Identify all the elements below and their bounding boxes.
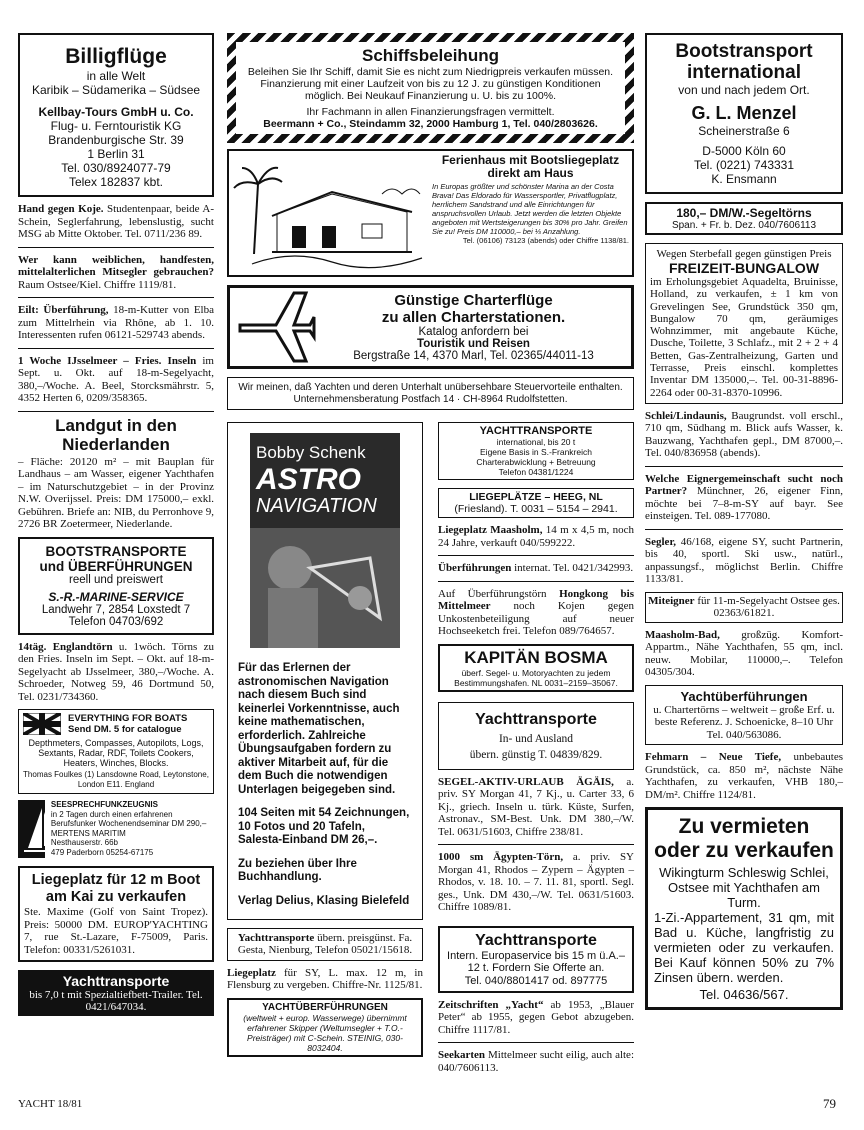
- ad-title: SEESPRECHFUNKZEUGNIS: [50, 800, 158, 809]
- ad-schiffsbeleihung: [227, 33, 634, 143]
- book-cover: [250, 433, 400, 648]
- ad-text: 1-Zi.-Appartement, 31 qm, mit Bad u. Küche, langfristig zu vermieten oder zu verkaufen. Bei Kauf können 50% zu 7% Zinsen übern. werden.: [654, 910, 834, 986]
- ad-steuervorteile: [227, 377, 634, 410]
- ad-line: 1 Berlin 31: [87, 147, 145, 161]
- ad-line: international, bis 20 t: [496, 437, 576, 447]
- ad-line: Charterabwicklung + Betreuung: [476, 457, 596, 467]
- ad-line: reell und preiswert: [69, 573, 163, 586]
- classified-ad: Hand gegen Koje. Studentenpaar, beide A-Schein, Seglerfahrung, lebenslustig, sucht MSG ab Mitte Oktober. Tel. 0711/236 89.: [18, 203, 214, 240]
- ad-title: Günstige Charterflüge: [394, 292, 553, 309]
- ad-text: – Fläche: 20120 m² – mit Bauplan für Landhaus – am Wasser, eigener Yachthafen – im Naturschutzgebiet – in der Provinz N.W. Overijssel. Preis: DM 175000,– exkl. Gebühren. Briefe an: NIB, du Perronhove 9, 2726 BR Zoetermeer, Niederlande.: [18, 455, 214, 530]
- ad-segeltoerns: [645, 202, 843, 235]
- divider: [18, 247, 214, 248]
- ad-body: [51, 800, 214, 858]
- ad-title: Billigflüge: [65, 45, 167, 68]
- ad-line: D-5000 Köln 60: [702, 144, 786, 158]
- ad-line: Telefon 04381/1224: [498, 467, 574, 477]
- divider: [18, 297, 214, 298]
- divider: [18, 411, 214, 412]
- ad-text: In Europas größter und schönster Marina an der Costa Brava! Das Eldorado für Wassersportler, Privatflugplatz, herrlichem Sandstrand und alle Einrichtungen für anspruchsvollen Urlaub. Jetzt werden die letzten Objekte angeboten mit Wertsteigerungen bis 30% pro Jahr. Greifen Sie zu! Preis DM 110000,– bei ⅓ Anzahlung.: [432, 182, 628, 236]
- book-author: Bobby Schenk: [256, 443, 366, 462]
- ad-line: Flug- u. Ferntouristik KG: [50, 119, 182, 133]
- ad-title: FREIZEIT-BUNGALOW: [668, 260, 820, 276]
- ad-title: Liegeplatz für 12 m Boot am Kai zu verkaufen: [31, 872, 201, 905]
- ad-address: Thomas Foulkes (1) Lansdowne Road, Leytonstone, London E11. England: [23, 770, 209, 789]
- book-title: ASTRO: [256, 463, 361, 496]
- ad-text: Ihr Fachmann in allen Finanzierungsfragen vermittelt.: [306, 106, 555, 118]
- classified-ad: Überführungen internat. Tel. 0421/342993.: [438, 562, 634, 574]
- ad-line: Span. + Fr. b. Dez. 040/7606113: [671, 220, 817, 231]
- ad-ferienhaus: [227, 149, 634, 277]
- divider: [438, 581, 634, 582]
- ad-line: von und nach jedem Ort.: [678, 83, 810, 97]
- classified-ad: Seekarten Mittelmeer sucht eilig, auch alte: 040/7606113.: [438, 1049, 634, 1074]
- ad-contact: Tel. (06106) 73123 (abends) oder Chiffre 1138/81.: [462, 236, 629, 245]
- ad-text: Wikingturm Schleswig Schlei, Ostsee mit Yachthafen am Turm.: [659, 865, 829, 911]
- ad-yachttransporte-in-ausland: [438, 702, 634, 770]
- ad-company: MERTENS MARITIM: [50, 828, 126, 838]
- ad-zu-vermieten: [645, 807, 843, 1010]
- ad-kapitan-bosma: [438, 644, 634, 692]
- ad-yachttransporte-gesta: [227, 928, 423, 961]
- ad-line: Landwehr 7, 2854 Loxstedt 7: [41, 603, 191, 616]
- classified-ad: Auf Überführungstörn Hongkong bis Mittelmeer noch Kojen gegen Unkostenbeteiligung auf neuer Hochseeketch frei. Telefon 089/764657.: [438, 587, 634, 637]
- ad-text: bis 7,0 t mit Spezialtiefbett-Trailer. Tel. 0421/647034.: [29, 989, 203, 1013]
- classified-ad: Liegeplatz für SY, L. max. 12 m, in Flensburg zu vergeben. Chiffre-Nr. 1125/81.: [227, 966, 423, 991]
- ad-seesprechfunk: [18, 800, 214, 858]
- book-title: NAVIGATION: [256, 495, 377, 517]
- ad-line: Telefon 04703/692: [68, 615, 164, 628]
- classified-ad: Liegeplatz Maasholm, 14 m x 4,5 m, noch 24 Jahre, verkauft 040/599222.: [438, 524, 634, 549]
- ad-line: Telex 182837 kbt.: [68, 175, 164, 189]
- ad-title: zu allen Charterstationen.: [381, 309, 566, 326]
- page-footer-issue: YACHT 18/81: [18, 1098, 83, 1110]
- ad-address: Bergstraße 14, 4370 Marl, Tel. 02365/44011-13: [353, 350, 594, 362]
- classified-ad: Zeitschriften „Yacht“ ab 1953, „Blauer Peter“ ab 1955, gegen Gebot abzugeben. Chiffre 1117/81.: [438, 998, 634, 1036]
- ad-miteigner: [645, 592, 843, 623]
- sextant-navigator-photo: [250, 528, 400, 648]
- ad-line: Wegen Sterbefall gegen günstigen Preis: [656, 248, 832, 260]
- ad-title: Ferienhaus mit Bootsliegeplatz direkt am Haus: [441, 153, 620, 180]
- classified-ad: 1000 sm Ägypten-Törn, a. priv. SY Morgan 41, Rhodos – Zypern – Ägypten – Rhodos, v. 18. 10. – 7. 11. 81, sportl. Segl. ges., Unk. DM 430,–/W. Tel. 0631/51603. Chiffre 1089/81.: [438, 851, 635, 913]
- ad-address: Beermann + Co., Steindamm 32, 2000 Hamburg 1, Tel. 040/2803626.: [263, 118, 598, 130]
- classified-ad: Wer kann weiblichen, handfesten, mittelalterlichen Mitsegler gebrauchen? Raum Ostsee/Kiel. Chiffre 1119/81.: [18, 253, 214, 291]
- ad-company: Kellbay-Tours GmbH u. Co.: [38, 105, 194, 119]
- ad-line: übern. günstig T. 04839/829.: [469, 748, 603, 761]
- book-details: 104 Seiten mit 54 Zeichnungen, 10 Fotos und 20 Tafeln, Salesta-Einband DM 26,–.: [238, 807, 410, 846]
- ad-title: Send DM. 5 for catalogue: [68, 724, 182, 735]
- divider: [18, 348, 214, 349]
- ad-charterfluege: [227, 285, 634, 369]
- ad-text: Ste. Maxime (Golf von Saint Tropez). Preis: 50000 DM. EUROP'YACHTING 7, rue St.-Lazare, F-75009, Paris. Telefon: 00331/5261031.: [24, 906, 208, 956]
- ad-line: Karibik – Südamerika – Südsee: [31, 83, 201, 97]
- column-middle: [227, 33, 634, 1080]
- sailboat-logo-icon: [18, 800, 45, 858]
- column-right: [645, 33, 843, 1010]
- ad-text: Intern. Europaservice bis 15 m ü.A.–12 t. Fordern Sie Offerte an.: [447, 949, 625, 974]
- ad-title: Yachtüberführungen: [680, 688, 808, 704]
- ad-title: Yachttransporte: [475, 931, 597, 949]
- ad-title: Bootstransport international: [675, 41, 813, 83]
- ad-company: S.-R.-MARINE-SERVICE: [48, 589, 184, 604]
- ad-title: BOOTSTRANSPORTE: [45, 543, 187, 559]
- ad-text: u. Chartertörns – weltweit – große Erf. u. beste Referenz. J. Schoenicke, 8–10 Uhr Tel. 040/563086.: [653, 703, 835, 741]
- ad-line: K. Ensmann: [711, 172, 777, 186]
- divider: [645, 466, 843, 467]
- ad-yachttransporte-europaservice: [438, 926, 634, 993]
- union-jack-icon: [23, 713, 61, 735]
- ad-address: Unternehmensberatung Postfach 14 · CH-8964 Rudolfstetten.: [293, 393, 568, 405]
- ad-landgut: [18, 416, 214, 531]
- ad-yachttransporte-trailer: [18, 970, 214, 1016]
- column-left: [18, 33, 214, 1016]
- ad-line: Scheinerstraße 6: [698, 124, 790, 138]
- ad-line: Katalog anfordern bei: [418, 326, 529, 338]
- ad-text: im Erholungsgebiet Aquadelta, Bruinisse, Holland, zu verkaufen, ± 1 km von Grevelingen See, Grundstück 350 qm, Bungalow 70 qm, geräumiges Wohnzimmer, mit angebaute Küche, Dusche, Toilette, 3 Schlafz., mit 2 + 2 + 4 Betten, Gas-Zentralheizung, Garten und Terrasse, Preis einschl. komplettes Inventar DM 135000,–. Tel. 00-31-8896-2264 oder 00-31-8370-10996.: [650, 276, 838, 399]
- ad-title: und ÜBERFÜHRUNGEN: [39, 558, 193, 574]
- ad-contact: Tel. 040/8801417 od. 897775: [464, 974, 608, 987]
- middle-bottom-left: [227, 920, 423, 1081]
- ad-header: [68, 713, 210, 735]
- ad-text: (weltweit + europ. Wasserwege) übernimmt erfahrener Skipper (Weltumsegler + T.O.-Preisträger) mit C-Schein. STEINIG, 030-8032404.: [243, 1012, 407, 1053]
- ad-text: Miteigner für 11-m-Segelyacht Ostsee ges. 02363/61821.: [648, 594, 840, 620]
- middle-bottom-right: [438, 920, 634, 1081]
- ad-bootstransporte: [18, 537, 214, 635]
- ad-line: Brandenburgische Str. 39: [48, 133, 184, 147]
- ad-line: in alle Welt: [86, 69, 146, 83]
- ad-text: Yachttransporte übern. preisgünst. Fa. Gesta, Nienburg, Telefon 05021/15618.: [237, 931, 413, 956]
- middle-lower-section: [227, 422, 634, 920]
- divider: [438, 555, 634, 556]
- ad-astro-navigation-book: [227, 422, 423, 920]
- ad-billigfluege: [18, 33, 214, 197]
- ad-freizeit-bungalow: [645, 243, 843, 404]
- classified-ad: Schlei/Lindaunis, Baugrundst. voll erschl., 710 qm, Südhang m. Blick aufs Wasser, k. Bauzwang, Yachthafen gepl., DM 87000,–. Tel. 040/836958 (abends).: [645, 409, 843, 460]
- ad-title: KAPITÄN BOSMA: [464, 647, 608, 667]
- ad-everything-for-boats: [18, 709, 214, 794]
- ad-title: Zu vermieten oder zu verkaufen: [654, 815, 834, 863]
- classified-ad: Fehmarn – Neue Tiefe, unbebautes Grundstück, ca. 850 m², nächste Nähe Yachthafen, zu verkaufen, VHB 180,– DM/m². Chiffre 1124/81.: [645, 751, 843, 801]
- ad-line: Eigene Basis in S.-Frankreich: [480, 447, 592, 457]
- ad-title: 180,– DM/W.-Segeltörns: [676, 206, 812, 220]
- ad-bootstransport-international: [645, 33, 843, 194]
- ad-title: Yachttransporte: [62, 973, 170, 989]
- ad-text: Depthmeters, Compasses, Autopilots, Logs, Sextants, Radar, RDF, Toilets Cookers, Heaters, Winches, Blocks.: [28, 738, 204, 768]
- ad-line: In- und Ausland: [498, 732, 574, 745]
- divider: [645, 529, 843, 530]
- classified-ad: Eilt: Überführung, 18-m-Kutter von Elba zum Mittelrhein via Rhône, ab 1. 10. Interessenten rufen 06121-529743 abends.: [18, 304, 214, 341]
- ad-body: [432, 154, 629, 272]
- ad-company: G. L. Menzel: [691, 103, 797, 123]
- villa-illustration: [232, 154, 428, 272]
- divider: [438, 844, 634, 845]
- ad-liegeplaetze-heeg: [438, 488, 634, 518]
- classified-ad: 1 Woche IJsselmeer – Fries. Inseln im Sept. u. Okt. auf 18-m-Segelyacht, 380,–/Woche. A. Beel, Storcksmährstr. 5, 4352 Herten 6, 0209/358365.: [18, 354, 214, 404]
- airplane-icon: [236, 289, 316, 365]
- ad-yachtueberfuehrungen-steinig: [227, 998, 423, 1057]
- ad-body: [316, 292, 631, 362]
- divider: [438, 1042, 634, 1043]
- ad-text: in 2 Tagen durch einen erfahrenen Berufsfunker Wochenendseminar DM 290,–: [50, 809, 207, 828]
- classified-ad: SEGEL-AKTIV-URLAUB ÄGÄIS, a. priv. SY Morgan 41, 7 Kj., u. Carter 33, 6 Kj., griech. Inseln u. türk. Küste, Surfen, Astronav., SM-Best. Unk. DM 380,–/W. Tel. 0631/51603, Chiffre 238/81.: [438, 775, 634, 838]
- ad-title: EVERYTHING FOR BOATS: [68, 713, 188, 724]
- ad-title: LIEGEPLÄTZE – HEEG, NL: [469, 491, 603, 503]
- ad-line: Tel. (0221) 743331: [693, 158, 795, 172]
- ad-title: Yachttransporte: [475, 710, 597, 728]
- ad-liegeplatz-12m: [18, 866, 214, 962]
- ad-text: Beleihen Sie Ihr Schiff, damit Sie es nicht zum Niedrigpreis verkaufen müssen. Finanzierung mit einer Laufzeit von bis zu 12 J. zu günstigen Konditionen möglich. Bei Neukauf Finanzierung u. U. bis zu 100%.: [247, 66, 614, 102]
- ad-text: überf. Segel- u. Motoryachten zu jedem Bestimmungshafen. NL 0031–2159–35067.: [454, 667, 618, 688]
- ad-line: Tel. 030/8924077-79: [61, 161, 171, 175]
- ad-yachttransporte-20t: [438, 422, 634, 480]
- ad-line: Nesthauserstr. 66b: [50, 838, 119, 847]
- classified-ad: Welche Eignergemeinschaft sucht noch Partner? Münchner, 26, eigener Finn, möchte bei 7–8-m-SY auf bayr. See einsteigen. Tel. 089-177080.: [645, 472, 843, 523]
- book-description: Für das Erlernen der astronomischen Navigation nach diesem Buch sind keinerlei Vorkenntnisse, auch keine mathematischen, erforderlich. Zahlreiche Übungsaufgaben fordern zu aktiver Mitarbeit auf, für die dem Buch die notwendigen Unterlagen beigegeben sind.: [238, 662, 400, 796]
- ad-company: Touristik und Reisen: [417, 338, 530, 350]
- book-availability: Zu beziehen über Ihre Buchhandlung.: [238, 857, 357, 883]
- classified-ad: 14täg. Englandtörn u. 1wöch. Törns zu den Fries. Inseln im Sept. – Okt. auf 18-m-Segelyacht ab IJsselmeer, 380,–/Woche. A. Schroeder, Notweg 59, 46 Dortmund 50, Tel. 0231/734360.: [18, 640, 214, 703]
- ad-title: Landgut in den Niederlanden: [55, 415, 177, 454]
- ad-contact: Tel. 04636/567.: [699, 987, 789, 1003]
- ad-title: Schiffsbeleihung: [362, 46, 499, 65]
- ad-text: Wir meinen, daß Yachten und deren Unterhalt unübersehbare Steuervorteile enthalten.: [238, 382, 623, 393]
- ad-title: YACHTÜBERFÜHRUNGEN: [262, 1001, 388, 1013]
- page-number: 79: [823, 1096, 836, 1111]
- ad-title: YACHTTRANSPORTE: [479, 425, 593, 437]
- ad-line: (Friesland). T. 0031 – 5154 – 2941.: [454, 503, 618, 515]
- ad-yachtueberfuehrungen-schoenicke: [645, 685, 843, 746]
- classified-ad: Maasholm-Bad, großzüg. Komfort-Appartm., Nähe Yachthafen, 55 qm, incl. neuw. Mobilar, 110000,–. Telefon 04305/304.: [645, 628, 843, 679]
- classified-ad: Segler, 46/168, eigene SY, sucht Partnerin, bis 40, sportl. Ski usw., natürl., anpassungsf., möglichst Berlin. Chiffre 1133/81.: [645, 535, 843, 586]
- middle-bottom-section: [227, 920, 634, 1081]
- book-publisher: Verlag Delius, Klasing Bielefeld: [238, 894, 410, 907]
- ad-line: 479 Paderborn 05254-67175: [50, 847, 154, 857]
- middle-right-subcolumn: [438, 422, 634, 920]
